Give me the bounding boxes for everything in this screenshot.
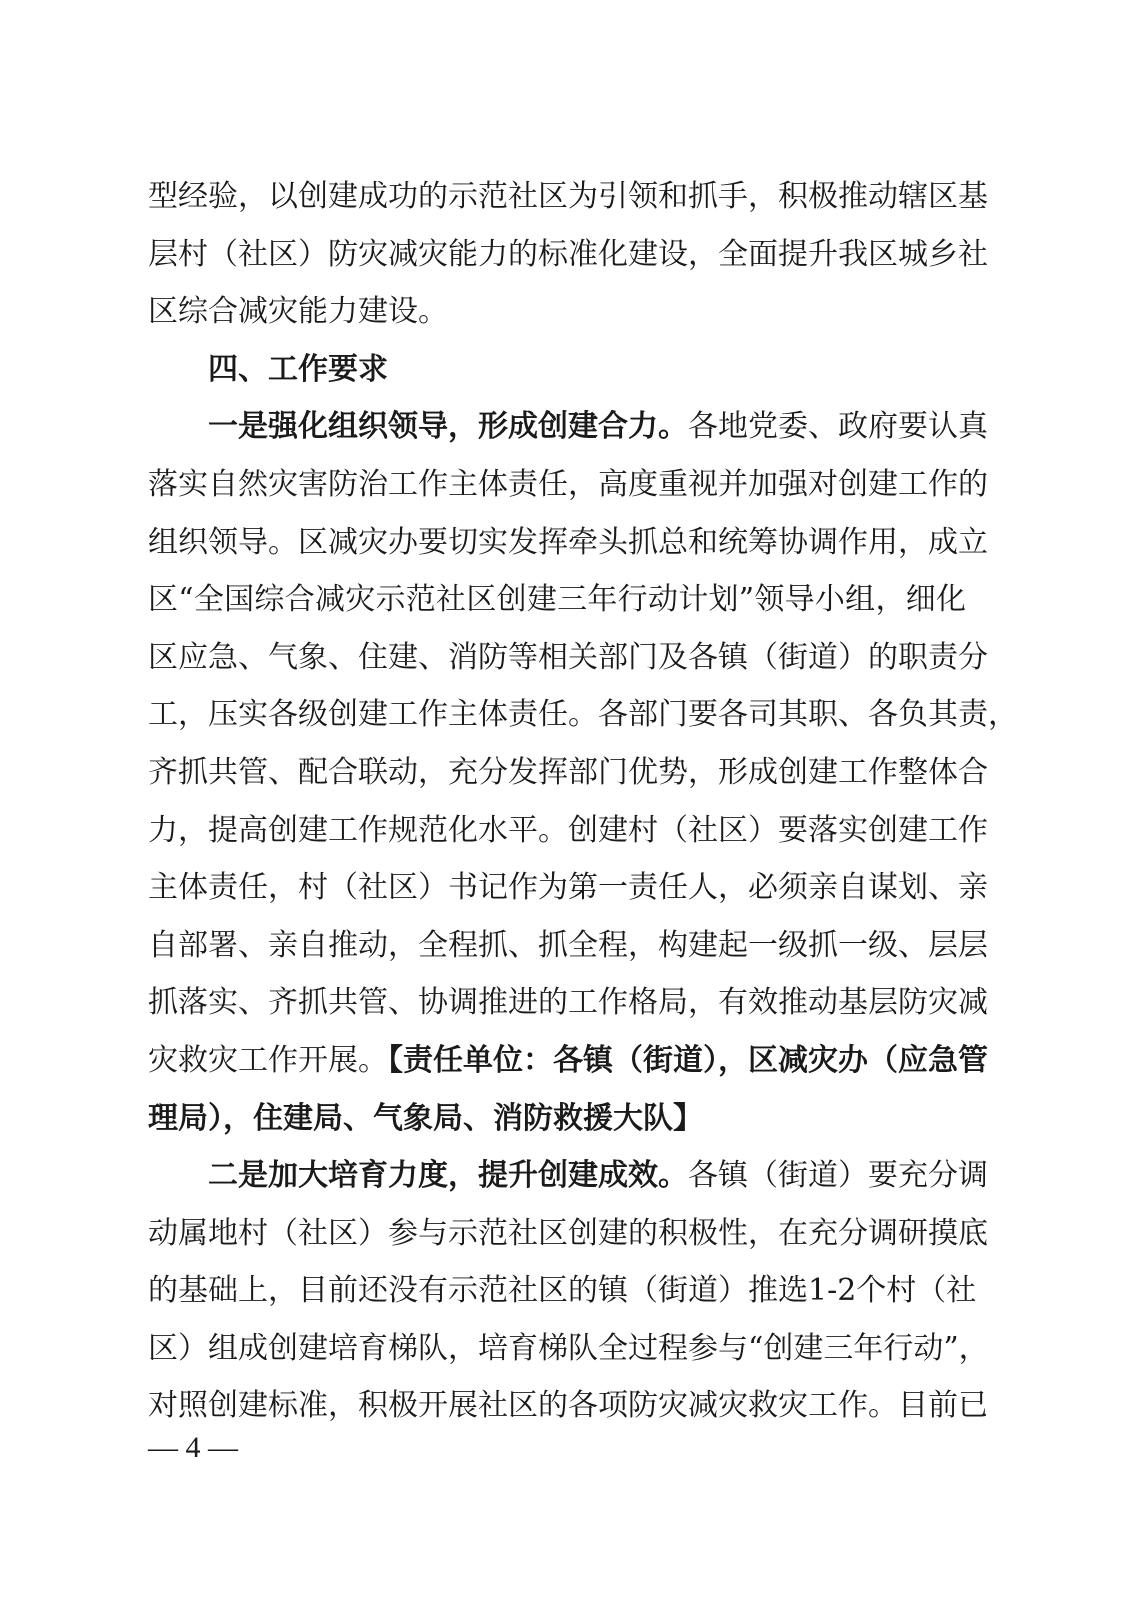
paragraph-line: 落实自然灾害防治工作主体责任，高度重视并加强对创建工作的 — [148, 466, 988, 502]
paragraph-text: 各地党委、政府要认真 — [688, 409, 988, 445]
paragraph-line: 动属地村（社区）参与示范社区创建的积极性，在充分调研摸底 — [148, 1215, 988, 1251]
paragraph-line: 的基础上，目前还没有示范社区的镇（街道）推选1-2个村（社 — [148, 1273, 977, 1309]
paragraph-line: 型经验，以创建成功的示范社区为引领和抓手，积极推动辖区基 — [148, 179, 988, 214]
paragraph-line: 区）组成创建培育梯队，培育梯队全过程参与“创建三年行动”， — [148, 1330, 989, 1366]
paragraph-line: 主体责任，村（社区）书记作为第一责任人，必须亲自谋划、亲 — [148, 870, 988, 906]
paragraph-lead: 二是加大培育力度，提升创建成效。 — [208, 1158, 688, 1194]
responsible-units: 【责任单位：各镇（街道），区减灾办（应急管 — [388, 1042, 988, 1078]
document-body — [148, 168, 1018, 1435]
paragraph-line: 层村（社区）防灾减灾能力的标准化建设，全面提升我区城乡社 — [148, 236, 988, 272]
paragraph-line: 工，压实各级创建工作主体责任。各部门要各司其职、各负其责， — [148, 697, 1018, 733]
page-number: — 4 — — [148, 1431, 238, 1464]
section-heading: 四、工作要求 — [208, 351, 388, 387]
paragraph-line: 区“全国综合减灾示范社区创建三年行动计划”领导小组，细化 — [148, 582, 966, 618]
paragraph-lead: 一是强化组织领导，形成创建合力。 — [208, 409, 688, 445]
paragraph-line: 区综合减灾能力建设。 — [148, 294, 448, 330]
paragraph-line: 对照创建标准，积极开展社区的各项防灾减灾救灾工作。目前已 — [148, 1388, 988, 1424]
paragraph-line: 力，提高创建工作规范化水平。创建村（社区）要落实创建工作 — [148, 812, 988, 848]
paragraph-text: 灾救灾工作开展。 — [148, 1042, 388, 1078]
paragraph-line — [148, 1147, 988, 1205]
paragraph-line — [148, 398, 988, 456]
paragraph-line: 自部署、亲自推动，全程抓、抓全程，构建起一级抓一级、层层 — [148, 927, 988, 963]
responsible-units-continued: 理局），住建局、气象局、消防救援大队】 — [148, 1100, 703, 1136]
paragraph-line: 抓落实、齐抓共管、协调推进的工作格局，有效推动基层防灾减 — [148, 985, 988, 1021]
paragraph-text: 各镇（街道）要充分调 — [688, 1158, 988, 1194]
paragraph-line — [148, 1032, 988, 1090]
paragraph-line: 组织领导。区减灾办要切实发挥牵头抓总和统筹协调作用，成立 — [148, 524, 988, 560]
paragraph-line: 区应急、气象、住建、消防等相关部门及各镇（街道）的职责分 — [148, 639, 988, 675]
paragraph-line: 齐抓共管、配合联动，充分发挥部门优势，形成创建工作整体合 — [148, 754, 988, 790]
